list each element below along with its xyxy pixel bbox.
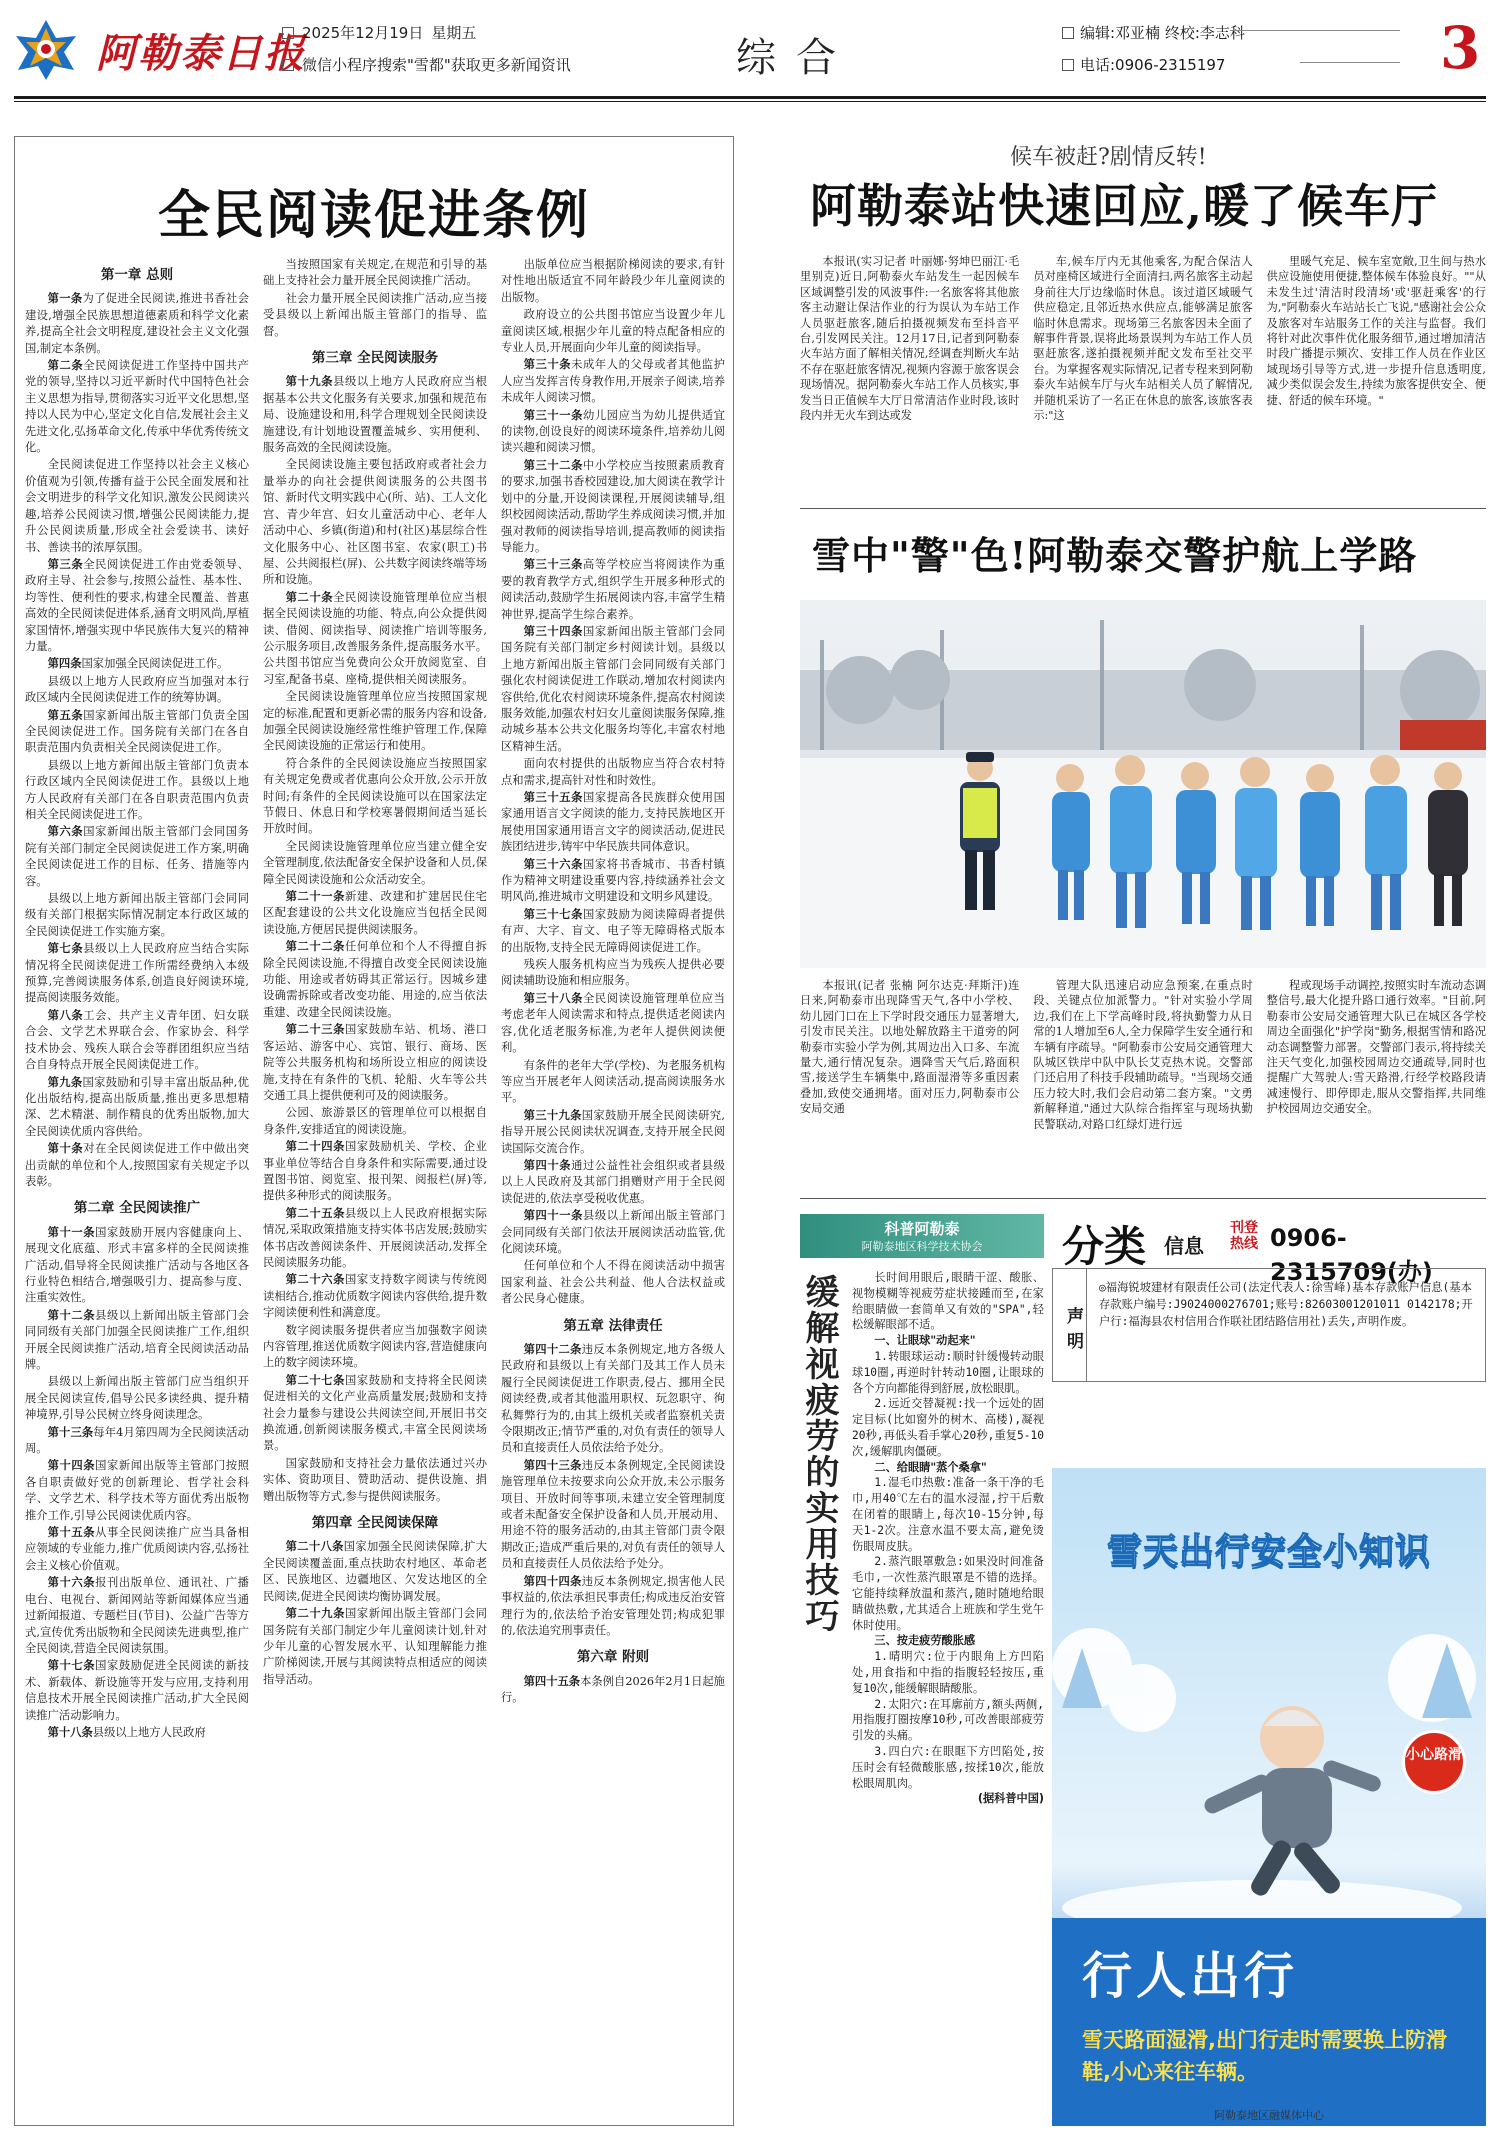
clause-text: 国家新闻出版等主管部门按照各自职责做好党的创新理论、哲学社会科学、文学艺术、科学技术等方面优秀出版物推介工作,引导公民阅读优质内容。: [25, 1459, 249, 1522]
clause-number: 第三十八条: [523, 991, 583, 1005]
hotline-phone: 0906-2315709(办): [1270, 1224, 1433, 1286]
clause-number: 第十三条: [47, 1425, 94, 1439]
clause-text: 高等学校应当将阅读作为重要的教育教学方式,组织学生开展多种形式的阅读活动,鼓励学生拓展阅读内容,丰富学生精神世界,提高学生综合素养。: [501, 558, 725, 621]
clause-number: 第一条: [47, 292, 83, 306]
clause-number: 第四十二条: [523, 1343, 582, 1356]
article-clause: [263, 1206, 487, 1272]
article-title: 全民阅读促进条例: [157, 185, 590, 246]
clause-text: 县级以上地方人民政府应当根据基本公共文化服务有关要求,加强和规范布局、设施建设和用,科学合理规划全民阅读设施建设,有计划地设置覆盖城乡、实用便利、服务高效的全民阅读设施。: [263, 375, 487, 455]
article-clause: [501, 790, 725, 856]
article-clause: [263, 590, 487, 688]
station-article-kicker: 候车被赶?剧情反转!: [1010, 145, 1207, 170]
divider: [1230, 30, 1400, 31]
section-name: 综合: [736, 35, 856, 81]
article-clause: [25, 758, 249, 824]
article-clause: [25, 457, 249, 555]
article-clause: [501, 307, 725, 356]
divider: [800, 508, 1486, 509]
station-article-title: 阿勒泰站快速回应,暖了候车厅: [810, 179, 1439, 233]
clause-text: 公园、旅游景区的管理单位可以根据自身条件,安排适宜的阅读设施。: [263, 1106, 487, 1136]
clause-text: 县级以上地方新闻出版主管部门会同同级有关部门根据实际情况制定本行政区域的全民阅读促进工作实施方案。: [25, 892, 249, 938]
article-clause: [263, 457, 487, 588]
clause-text: 县级以上地方人民政府应当加强对本行政区域内全民阅读促进工作的统筹协调。: [25, 674, 249, 705]
banner-title: 科普阿勒泰: [884, 1220, 960, 1238]
hotline-label: 刊登热线: [1230, 1220, 1258, 1252]
paragraph: 本报讯(记者 张楠 阿尔达克·拜斯汗)连日来,阿勒泰市出现降雪天气,各中小学校、幼儿园门口在上下学时段交通压力显著增大,引发市民关注。以地处解放路主干道旁的阿勒泰市实验小学为例,其周边出入口多、车流量大,通行情况复杂。遇降雪天气后,路面积雪,接送学生车辆集中,路面湿滑等多重因素叠加,致使交通拥堵。面对压力,阿勒泰市公安局交通: [800, 979, 1020, 1116]
clause-text: 全民阅读设施管理单位应当按照国家规定的标准,配置和更新必需的服务内容和设备,加强全民阅读设施经常性维护管理工作,保障全民阅读设施的正常运行和使用。: [263, 690, 487, 753]
article-column-1: [25, 257, 249, 2117]
clause-text: 全民阅读设施主要包括政府或者社会力量举办的向社会提供阅读服务的公共图书馆、新时代文明实践中心(所、站)、工人文化宫、青少年宫、妇女儿童活动中心、老年人活动中心、乡镇(街道)和村(社区)基层综合性文化服务中心、社区图书室、农家(职工)书屋、公共阅报栏(屏)、公共数字阅读终端等场所和设施。: [263, 458, 487, 587]
notice-text: ◎福海锐坡建材有限责任公司(法定代表人:徐雪峰)基本存款账户信息(基本存款账户编号:J9024000276701;账号:82603001201011 0142178;开户行:福海县农村信用合作联社团结路信用社)丢失,声明作废。: [1099, 1281, 1473, 1328]
article-body: [852, 1270, 1044, 1807]
paragraph: 长时间用眼后,眼睛干涩、酸胀、视物模糊等视疲劳症状接踵而至,在家给眼睛做一套简单又有效的"SPA",轻松缓解眼部不适。: [852, 1271, 1044, 1332]
checkbox-square-icon: [1062, 27, 1074, 39]
clause-text: 全民阅读促进工作坚持中国共产党的领导,坚持以习近平新时代中国特色社会主义思想为指导,贯彻落实习近平文化思想,坚持以人民为中心,坚定文化自信,发展社会主义先进文化,弘扬革命文化,传承中华优秀传统文化。: [25, 359, 249, 455]
checkbox-square-icon: [282, 27, 294, 39]
clause-text: 国家鼓励促进全民阅读的新技术、新载体、新设施等开发与应用,支持利用信息技术开展全民阅读推广活动,扩大全民阅读推广活动影响力。: [25, 1659, 249, 1722]
clause-number: 第四十四条: [523, 1574, 582, 1588]
article-clause: [25, 1308, 249, 1374]
clause-text: 任何单位和个人不得擅自拆除全民阅读设施,不得擅自改变全民阅读设施功能、用途或者妨碍其正常运行。因城乡建设确需拆除或者改变功能、用途的,应当依法重建、改建全民阅读设施。: [263, 940, 487, 1019]
clause-text: 全民阅读设施管理单位应当建立健全安全管理制度,依法配备安全保护设备和人员,保障全民阅读设施和公众活动安全。: [263, 839, 487, 886]
chapter-heading: 第一章 总则: [100, 267, 174, 283]
clause-number: 第三十四条: [523, 624, 583, 638]
paragraph: 管理大队迅速启动应急预案,在重点时段、关键点位加派警力。"针对实验小学周边,我们在上下学高峰时段,将执勤警力从日常的1人增加至6人,全力保障学生安全通行和车辆有序疏导。"阿勒泰市公安局交通管理大队城区铁岸中队中队长艾克热木说。交警部门还启用了科技手段辅助疏导。"当现场交通压力较大时,我们会启动第二套方案。"文勇新解释道,"通过大队综合指挥室与现场执勤民警联动,对路口红绿灯进行远: [1033, 979, 1253, 1131]
clause-number: 第十一条: [47, 1225, 96, 1239]
article-clause: [501, 957, 725, 990]
article-clause: [501, 1108, 725, 1157]
clause-number: 第三十九条: [523, 1108, 582, 1122]
clause-text: 国家新闻出版主管部门会同国务院有关部门制定少年儿童阅读计划,针对少年儿童的心智发展水平、认知理解能力推广阶梯阅读,开展与其阅读特点相适应的阅读指导活动。: [263, 1607, 487, 1686]
article-clause: [263, 374, 487, 456]
snow-article-column: [1033, 978, 1252, 1178]
article-clause: [25, 708, 249, 757]
article-clause: [263, 889, 487, 938]
article-clause: [25, 1658, 249, 1724]
clause-number: 第二十条: [285, 590, 334, 604]
clause-number: 第六条: [47, 825, 84, 839]
divider: [800, 1198, 1486, 1199]
clause-number: 第五条: [47, 708, 84, 722]
notice-label: 声明: [1053, 1269, 1087, 1381]
clause-text: 对在全民阅读促进工作中做出突出贡献的单位和个人,按照国家有关规定予以表彰。: [25, 1142, 249, 1188]
clause-text: 出版单位应当根据阶梯阅读的要求,有针对性地出版适宜不同年龄段少年儿童阅读的出版物。: [501, 258, 725, 304]
article-clause: [25, 941, 249, 1007]
clause-text: 县级以上新闻出版主管部门会同同级有关部门依法开展阅读活动监管,优化阅读环境。: [501, 1209, 725, 1255]
article-clause: [25, 1141, 249, 1190]
issue-weekday: 星期五: [431, 24, 477, 42]
clause-number: 第二十九条: [285, 1607, 345, 1621]
page-number: 3: [1440, 14, 1481, 82]
paragraph: 1.转眼球运动:顺时针缓慢转动眼球10圈,再逆时针转动10圈,让眼球的各个方向都能得到舒展,放松眼肌。: [852, 1349, 1044, 1395]
clause-number: 第二十二条: [285, 940, 345, 954]
article-clause: [501, 1574, 725, 1640]
article-clause: [25, 1458, 249, 1524]
clause-number: 第十九条: [285, 375, 334, 389]
vertical-article-title: 缓解视疲劳的实用技巧: [799, 1274, 839, 1634]
clause-number: 第三十一条: [523, 408, 583, 422]
article-clause: [263, 1539, 487, 1605]
clause-text: 数字阅读服务提供者应当加强数字阅读内容管理,推送优质数字阅读内容,营造健康向上的数字阅读环境。: [263, 1323, 487, 1370]
article-clause: [25, 1525, 249, 1574]
clause-number: 第十五条: [47, 1526, 96, 1540]
clause-text: 报刊出版单位、通讯社、广播电台、电视台、新闻网站等新闻媒体应当通过新闻报道、专题栏目(节目)、公益广告等方式,宣传优秀出版物和全民阅读先进典型,推广全民阅读,营造全民阅读氛围。: [25, 1576, 249, 1655]
banner-subtitle: 阿勒泰地区科学技术协会: [861, 1240, 983, 1253]
clause-text: 县级以上人民政府应当结合实际情况将全民阅读促进工作所需经费纳入本级预算,完善阅读服务体系,创造良好阅读环境,提高阅读服务效能。: [25, 942, 249, 1005]
masthead: [0, 0, 1500, 100]
subheading: 二、给眼睛"蒸个桑拿": [874, 1460, 987, 1474]
clause-number: 第二十四条: [285, 1140, 345, 1154]
clause-number: 第四十五条: [523, 1674, 581, 1688]
clause-text: 违反本条例规定,全民阅读设施管理单位未按要求向公众开放,未公示服务项目、开放时间等事项,未建立安全管理制度或者未配备安全保护设备和人员,开展动用、用途不符的服务活动的,由其主管部门责令限期改正;造成严重后果的,对负有责任的领导人员和直接责任人员依法给予处分。: [501, 1458, 725, 1571]
subheading: 一、让眼球"动起来": [874, 1334, 976, 1348]
clause-number: 第三十五条: [523, 791, 583, 804]
clause-text: 国家新闻出版主管部门负责全国全民阅读促进工作。国务院有关部门在各自职责范围内负责相关全民阅读促进工作。: [25, 708, 249, 755]
article-clause: [501, 907, 725, 956]
article-clause: [25, 1425, 249, 1458]
checkbox-square-icon: [1062, 59, 1074, 71]
clause-text: 本条例自2026年2月1日起施行。: [501, 1674, 725, 1705]
article-clause: [263, 1606, 487, 1688]
article-clause: [263, 1272, 487, 1321]
chapter-heading: 第三章 全民阅读服务: [311, 350, 439, 367]
classified-subtitle: 信息: [1164, 1234, 1204, 1258]
clause-text: 国家鼓励为阅读障碍者提供有声、大字、盲文、电子等无障碍格式版本的出版物,支持全民无障碍阅读促进工作。: [501, 907, 725, 954]
paragraph: 车,候车厅内无其他乘客,为配合保洁人员对座椅区域进行全面清扫,两名旅客主动起身前往大厅边缘临时休息。该过道区域暖气供应稳定,且邻近热水供应点,能够满足旅客临时休息需求。现场第三名旅客因未全面了解事件背景,误将此场景误判为车站工作人员驱赶旅客,遂拍摄视频并配文发布至社交平台。为掌握客观实际情况,记者专程来到阿勒泰火车站候车厅与火车站相关人员了解情况,并随机采访了一名正在休息的旅客,该旅客表示:"这: [1033, 255, 1253, 423]
clause-text: 社会力量开展全民阅读推广活动,应当接受县级以上新闻出版主管部门的指导、监督。: [263, 291, 487, 338]
article-clause: [25, 1075, 249, 1141]
paragraph: 程或现场手动调控,按照实时车流动态调整信号,最大化提升路口通行效率。"目前,阿勒泰市公安局交通管理大队已在城区各学校周边全面强化"护学岗"勤务,根据雪情和路况动态调整警力部署。交警部门表示,将持续关注天气变化,加强校园周边交通疏导,同时也提醒广大驾驶人:雪天路滑,行经学校路段请减速慢行、即停即走,服从交警指挥,共同维护校园周边交通安全。: [1266, 979, 1486, 1116]
classified-header: [1052, 1214, 1486, 1286]
clause-text: 政府设立的公共图书馆应当设置少年儿童阅读区域,根据少年儿童的特点配备相应的专业人员,开展面向少年儿童的阅读指导。: [501, 308, 725, 355]
wechat-promo: 微信小程序搜索"雪都"获取更多新闻资讯: [302, 56, 571, 74]
clause-number: 第三十三条: [523, 558, 583, 572]
reading-regulation-article: [14, 136, 734, 2126]
article-clause: [263, 291, 487, 340]
clause-text: 当按照国家有关规定,在规范和引导的基础上支持社会力量开展全民阅读推广活动。: [263, 258, 487, 288]
clause-number: 第十四条: [47, 1459, 96, 1473]
article-clause: [501, 1674, 725, 1707]
paragraph: 1.晴明穴:位于内眼角上方凹陷处,用食指和中指的指腹轻轻按压,重复10次,能缓解眼睛酸胀。: [852, 1650, 1044, 1695]
snow-article-columns: [800, 978, 1486, 1178]
paragraph: 本报讯(实习记者 叶丽娜·努坤巴丽江·毛里别克)近日,阿勒泰火车站发生一起因候车区域调整引发的风波事件:一名旅客将其他旅客主动避让保洁作业的行为误认为车站工作人员驱赶旅客,随后拍摄视频发布至抖音平台,引发网民关注。12月17日,记者到阿勒泰火车站方面了解相关情况,经调查判断火车站不存在驱赶旅客情况,视频内容源于旅客误会现场情况。据阿勒泰火车站工作人员核实,事发当日正值候车大厅日常清洁作业时段,该时段内并无火车到达或发: [800, 255, 1020, 423]
newspaper-name: 阿勒泰日报: [96, 31, 306, 77]
article-clause: [25, 824, 249, 890]
chapter-heading: 第五章 法律责任: [563, 1317, 663, 1334]
clause-text: 国家新闻出版主管部门会同国务院有关部门制定全民阅读促进工作方案,明确全民阅读促进工作的目标、任务、措施等内容。: [25, 825, 249, 888]
article-clause: [263, 1456, 487, 1505]
snow-article-title: 雪中"警"色!阿勒泰交警护航上学路: [812, 533, 1418, 578]
station-article-column: [1267, 254, 1486, 494]
wechat-promo-line: [282, 54, 579, 75]
article-clause: [263, 1323, 487, 1372]
station-article-column: [1033, 254, 1252, 494]
clause-text: 国家鼓励机关、学校、企业事业单位等结合自身条件和实际需要,通过设置图书馆、阅览室、报刊架、阅报栏(屏)等,提供多种形式的阅读服务。: [263, 1140, 487, 1203]
article-clause: [501, 991, 725, 1057]
clause-number: 第三十二条: [523, 458, 583, 472]
clause-number: 第二十一条: [285, 890, 345, 904]
article-column-3: [501, 257, 725, 2117]
article-clause: [501, 857, 725, 906]
clause-number: 第十六条: [47, 1576, 96, 1590]
clause-text: 国家鼓励和支持社会力量依法通过兴办实体、资助项目、赞助活动、提供设施、捐赠出版物等方式,参与提供阅读服务。: [263, 1456, 487, 1503]
poster-footer: 阿勒泰地区融媒体中心: [1214, 2109, 1324, 2122]
clause-number: 第十条: [47, 1142, 84, 1156]
clause-text: 国家鼓励和支持将全民阅读促进相关的文化产业高质量发展;鼓励和支持社会力量参与建设公共阅读空间,开展旧书交换流通,创新阅读服务模式,丰富全民阅读场景。: [263, 1373, 487, 1453]
station-article-column: [800, 254, 1019, 494]
article-clause: [25, 1374, 249, 1423]
article-clause: [25, 656, 249, 672]
photo-students-police-snow: [800, 600, 1486, 968]
article-clause: [501, 257, 725, 306]
clause-text: 全民阅读促进工作坚持以社会主义核心价值观为引领,传播有益于公民全面发展和社会文明进步的科学文化知识,激发公民阅读兴趣,培养公民阅读习惯,增强公民阅读能力,提升公民阅读质量,形成全社会爱读书、读好书、善读书的浓厚氛围。: [25, 458, 249, 554]
article-clause: [501, 756, 725, 789]
clause-text: 任何单位和个人不得在阅读活动中损害国家利益、社会公共利益、他人合法权益或者公民身心健康。: [501, 1259, 725, 1306]
subheading: 三、按走疲劳酸胀感: [874, 1634, 976, 1648]
article-clause: [263, 756, 487, 838]
paragraph: 2.蒸汽眼罩敷急:如果没时间准备毛巾,一次性蒸汽眼罩是不错的选择。它能持续释放温和蒸汽,随时随地给眼睛做热敷,尤其适合上班族和学生党午休时使用。: [852, 1555, 1044, 1632]
clause-number: 第四十一条: [523, 1209, 583, 1223]
clause-text: 县级以上地方人民政府: [92, 1725, 206, 1739]
clause-number: 第二十五条: [285, 1206, 345, 1220]
clause-text: 国家提高各民族群众使用国家通用语言文字阅读的能力,支持民族地区开展使用国家通用语言文字的阅读活动,促进民族团结进步,铸牢中华民族共同体意识。: [501, 791, 725, 854]
newspaper-logo-icon: [12, 16, 80, 82]
clause-number: 第八条: [47, 1008, 84, 1022]
clause-number: 第四十三条: [523, 1458, 582, 1472]
article-clause: [25, 1008, 249, 1074]
clause-text: 中小学校应当按照素质教育的要求,加强书香校园建设,加大阅读在教学计划中的分量,开设阅读课程,开展阅读辅导,组织校园阅读活动,帮助学生养成阅读习惯,并加强对教师的阅读指导培训,提高教师的阅读指导能力。: [501, 458, 725, 554]
masthead-rule-thin: [14, 101, 1486, 102]
issue-date: 2025年12月19日: [302, 24, 424, 42]
article-clause: [501, 1258, 725, 1307]
poster-title: 雪天出行安全小知识: [1106, 1532, 1431, 1572]
clause-text: 全民阅读设施管理单位应当根据全民阅读设施的功能、特点,向公众提供阅读、借阅、阅读指导、阅读推广培训等服务,公示服务项目,改善服务条件,提高服务水平。公共图书馆应当免费向公众开放阅览室、自习室,配备书桌、座椅,提供相关阅读服务。: [263, 590, 487, 686]
article-clause: [501, 1158, 725, 1207]
article-clause: [263, 1105, 487, 1138]
clause-text: 国家支持数字阅读与传统阅读相结合,推动优质数字阅读内容供给,提升数字阅读便利性和满意度。: [263, 1273, 487, 1320]
article-clause: [25, 358, 249, 456]
article-clause: [25, 1725, 249, 1741]
clause-number: 第二十六条: [285, 1273, 345, 1287]
issue-date-line: [282, 22, 484, 43]
editors-line: [1062, 22, 1245, 43]
clause-text: 国家加强全民阅读保障,扩大全民阅读覆盖面,重点扶助农村地区、革命老区、民族地区、边疆地区、欠发达地区的全民阅读,促进全民阅读均衡协调发展。: [263, 1540, 487, 1603]
clause-text: 违反本条例规定,损害他人民事权益的,依法承担民事责任;构成违反治安管理行为的,依法给予治安管理处罚;构成犯罪的,依法追究刑事责任。: [501, 1574, 725, 1637]
clause-text: 国家加强全民阅读促进工作。: [81, 657, 229, 671]
paragraph: 2.太阳穴:在耳廓前方,额头两侧,用指腹打圈按摩10秒,可改善眼部疲劳引发的头痛。: [852, 1697, 1044, 1743]
article-clause: [501, 624, 725, 755]
article-clause: [25, 674, 249, 707]
eye-fatigue-article: [800, 1214, 1044, 2126]
snow-article-column: [800, 978, 1019, 1178]
clause-number: 第三条: [47, 557, 84, 571]
article-clause: [501, 1458, 725, 1573]
clause-number: 第二十八条: [285, 1540, 344, 1554]
snow-safety-poster: [1052, 1468, 1486, 2126]
article-clause: [25, 1225, 249, 1307]
clause-number: 第三十六条: [523, 857, 583, 871]
chapter-heading: 第二章 全民阅读推广: [73, 1200, 201, 1217]
clause-text: 为了促进全民阅读,推进书香社会建设,增强全民族思想道德素质和科学文化素养,提高全社会文明程度,建设社会主义文化强国,制定本条例。: [25, 292, 249, 355]
clause-text: 工会、共产主义青年团、妇女联合会、文学艺术界联合会、作家协会、科学技术协会、残疾人联合会等群团组织应当结合自身特点开展全民阅读促进工作。: [25, 1008, 249, 1072]
clause-text: 符合条件的全民阅读设施应当按照国家有关规定免费或者优惠向公众开放,公示开放时间;有条件的全民阅读设施可以在国家法定节假日、休息日和学校寒暑假期间适当延长开放时间。: [263, 756, 487, 836]
clause-text: 国家鼓励车站、机场、港口客运站、游客中心、宾馆、银行、商场、医院等公共服务机构和场所设立相应的阅读设施,支持在有条件的飞机、轮船、火车等公共交通工具上提供便利可及的阅读服务。: [263, 1023, 487, 1102]
clause-text: 全民阅读设施管理单位应当考虑老年人阅读需求和特点,提供适老阅读内容,优化适老服务标准,为老年人提供阅读便利。: [501, 991, 725, 1055]
classified-ads: [1052, 1214, 1486, 1452]
article-clause: [263, 1139, 487, 1205]
notice-box: [1052, 1268, 1486, 1382]
clause-number: 第十八条: [47, 1725, 93, 1739]
clause-text: 从事全民阅读推广应当具备相应领域的专业能力,推广优质阅读内容,弘扬社会主义核心价值观。: [25, 1526, 249, 1572]
article-clause: [25, 557, 249, 655]
poster-caption: 行人出行: [1082, 1947, 1298, 2005]
article-column-2: [263, 257, 487, 2117]
article-clause: [263, 1022, 487, 1104]
article-clause: [501, 357, 725, 406]
clause-text: 县级以上人民政府根据实际情况,采取政策措施支持实体书店发展;鼓励实体书店改善阅读条件、开展阅读活动,发挥全民阅读服务功能。: [263, 1206, 487, 1269]
clause-text: 幼儿园应当为幼儿提供适宜的读物,创设良好的阅读环境条件,培养幼儿阅读兴趣和阅读习惯。: [501, 408, 725, 455]
checkbox-square-icon: [282, 59, 294, 71]
slippery-road-sign: 小心路滑: [1402, 1730, 1466, 1794]
poster-tip: 雪天路面湿滑,出门行走时需要换上防滑鞋,小心来往车辆。: [1082, 2028, 1447, 2084]
clause-text: 每年4月第四周为全民阅读活动周。: [25, 1425, 249, 1456]
phone-line: [1062, 54, 1225, 75]
clause-number: 第十二条: [47, 1308, 96, 1322]
clause-number: 第三十条: [523, 358, 572, 372]
clause-number: 第二条: [47, 359, 84, 373]
clause-number: 第九条: [47, 1075, 83, 1089]
clause-number: 第四十条: [523, 1158, 572, 1172]
article-clause: [263, 839, 487, 888]
source-credit: (据科普中国): [977, 1792, 1044, 1806]
clause-text: 国家新闻出版主管部门会同国务院有关部门制定乡村阅读计划。县级以上地方新闻出版主管部门会同同级有关部门强化农村阅读促进工作联动,增加农村阅读内容供给,优化农村阅读环境条件,提高农村阅读服务效能,加强农村妇女儿童阅读服务保障,推动城乡基本公共文化服务均等化,丰富农村地区精神生活。: [501, 624, 725, 753]
clause-text: 残疾人服务机构应当为残疾人提供必要阅读辅助设施和相应服务。: [501, 958, 725, 988]
paragraph: 1.湿毛巾热敷:准备一条干净的毛巾,用40℃左右的温水浸湿,拧干后敷在闭着的眼睛上,每次10-15分钟,每天1-2次。注意水温不要太高,避免烫伤眼周皮肤。: [852, 1476, 1044, 1553]
article-clause: [25, 891, 249, 940]
article-clause: [263, 257, 487, 290]
clause-number: 第三十七条: [523, 907, 583, 921]
article-columns: [25, 257, 725, 2117]
clause-text: 违反本条例规定,地方各级人民政府和县级以上有关部门及其工作人员未履行全民阅读促进工作职责,侵占、挪用全民阅读经费,或者其他滥用职权、玩忽职守、徇私舞弊行为的,由其上级机关或者监察机关责令限期改正;情节严重的,对负有责任的领导人员和直接责任人员依法给予处分。: [501, 1343, 725, 1455]
clause-text: 新建、改建和扩建居民住宅区配套建设的公共文化设施应当包括全民阅读设施,方便居民提供阅读服务。: [263, 890, 487, 936]
article-clause: [263, 1373, 487, 1455]
news-photo: [800, 600, 1486, 968]
clause-text: 县级以上新闻出版主管部门会同同级有关部门加强全民阅读推广工作,组织开展全民阅读推广活动,培育全民阅读活动品牌。: [25, 1308, 249, 1371]
editorial-phone: 电话:0906-2315197: [1080, 56, 1226, 74]
paragraph: 3.四白穴:在眼眶下方凹陷处,按压时会有轻微酸胀感,按揉10次,能放松眼周肌肉。: [852, 1744, 1044, 1790]
clause-number: 第四条: [47, 657, 82, 671]
chapter-heading: 第六章 附则: [576, 1649, 650, 1666]
article-clause: [501, 1208, 725, 1257]
article-clause: [25, 291, 249, 357]
chapter-heading: 第四章 全民阅读保障: [311, 1515, 439, 1532]
masthead-rule: [14, 96, 1486, 99]
paragraph: 2.远近交替凝视:找一个远处的固定目标(比如窗外的树木、高楼),凝视20秒,再低头看手掌心20秒,重复5-10次,缓解肌肉僵硬。: [852, 1397, 1044, 1458]
snow-article-column: [1267, 978, 1486, 1178]
clause-number: 第七条: [47, 942, 84, 956]
article-clause: [501, 1058, 725, 1107]
article-clause: [501, 458, 725, 556]
editors: 编辑:邓亚楠 终校:李志科: [1080, 24, 1245, 42]
science-column-banner: [800, 1214, 1044, 1258]
article-clause: [263, 689, 487, 755]
station-article-columns: [800, 254, 1486, 494]
article-clause: [501, 1342, 725, 1457]
clause-text: 国家鼓励和引导丰富出版品种,优化出版结构,提高出版质量,推出更多思想精深、艺术精湛、制作精良的优秀出版物,加大全民阅读优质内容供给。: [25, 1075, 249, 1138]
clause-text: 有条件的老年大学(学校)、为老服务机构等应当开展老年人阅读活动,提高阅读服务水平。: [501, 1058, 725, 1105]
clause-text: 全民阅读促进工作由党委领导、政府主导、社会参与,按照公益性、基本性、均等性、便利性的要求,构建全民覆盖、普惠高效的全民阅读促进体系,涵育文明风尚,厚植家国情怀,增强实现中华民族伟大复兴的精神力量。: [25, 557, 249, 653]
clause-text: 县级以上新闻出版主管部门应当组织开展全民阅读宣传,倡导公民多读经典、提升精神境界,引导公民树立终身阅读理念。: [25, 1375, 249, 1422]
article-clause: [25, 1575, 249, 1657]
clause-text: 未成年人的父母或者其他监护人应当发挥言传身教作用,开展亲子阅读,培养未成年人阅读习惯。: [501, 358, 725, 405]
paragraph: 里暖气充足、候车室宽敞,卫生间与热水供应设施使用便捷,整体候车体验良好。""从未发生过'清洁时段清场'或'驱赶乘客'的行为,"阿勒泰火车站站长亡飞说,"感谢社会公众及旅客对车站服务工作的关注与监督。我们将针对此次事件优化服务细节,通过增加清洁时段广播提示频次、安排工作人员在作业区域现场引导等方式,进一步提升信息透明度,减少类似误会发生,持续为旅客提供安全、便捷、舒适的候车环境。": [1266, 255, 1486, 407]
clause-number: 第二十三条: [285, 1023, 345, 1037]
divider: [1300, 62, 1400, 63]
clause-text: 国家鼓励开展全民阅读研究,指导开展公民阅读状况调查,支持开展全民阅读国际交流合作。: [501, 1108, 725, 1155]
clause-text: 县级以上地方新闻出版主管部门负责本行政区域内全民阅读促进工作。县级以上地方人民政府有关部门在各自职责范围内负责相关全民阅读促进工作。: [25, 758, 249, 821]
clause-text: 国家将书香城市、书香村镇作为精神文明建设重要内容,持续涵养社会文明风尚,推进城市文明建设和文明乡风建设。: [501, 857, 725, 904]
clause-number: 第二十七条: [285, 1373, 345, 1387]
clause-text: 通过公益性社会组织或者县级以上人民政府及其部门捐赠财产用于全民阅读促进的,依法享受税收优惠。: [501, 1158, 725, 1205]
clause-text: 国家鼓励开展内容健康向上、展现文化底蕴、形式丰富多样的全民阅读推广活动,倡导将全民阅读推广活动与各地区各行业特色相结合,增强吸引力、提高参与度、注重实效性。: [25, 1225, 249, 1305]
classified-title: 分类: [1062, 1222, 1147, 1271]
clause-number: 第十七条: [47, 1659, 96, 1673]
clause-text: 面向农村提供的出版物应当符合农村特点和需求,提高针对性和时效性。: [501, 757, 725, 787]
article-clause: [263, 939, 487, 1021]
article-clause: [501, 557, 725, 623]
article-clause: [501, 408, 725, 457]
